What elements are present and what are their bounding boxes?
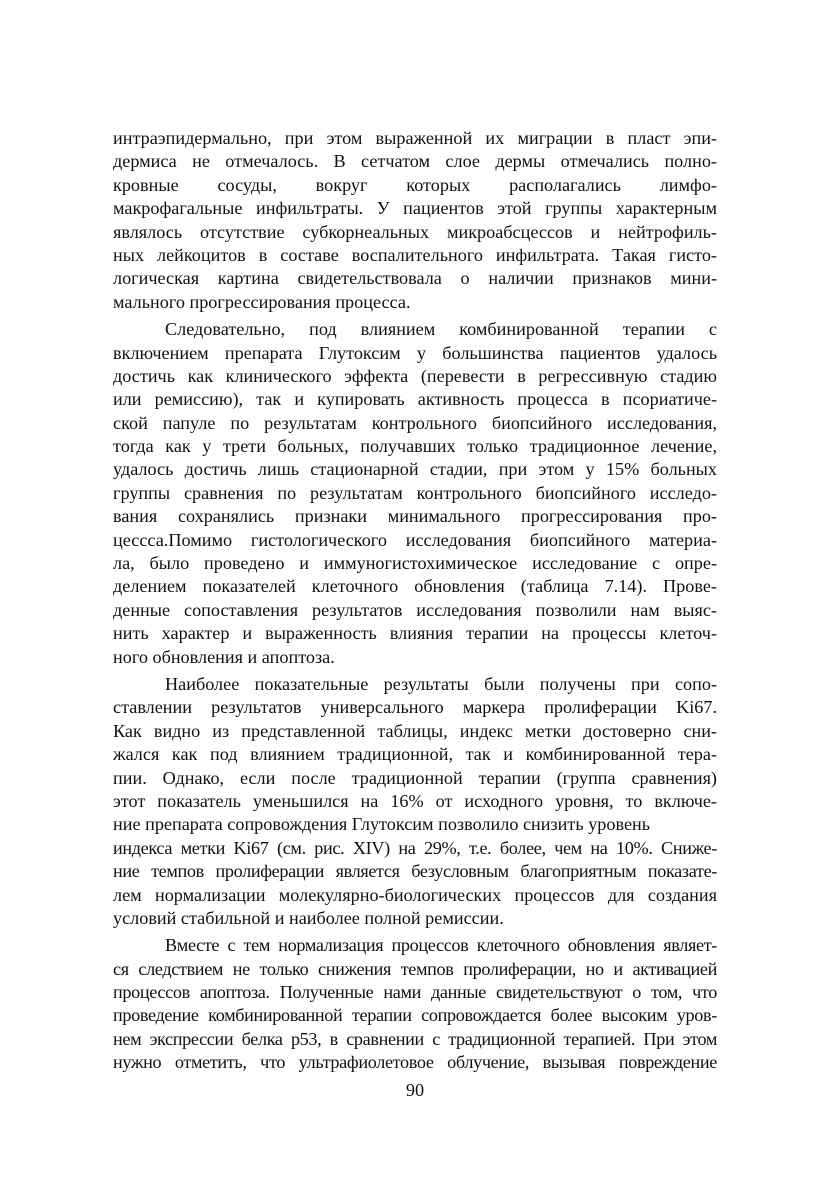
text-line: ние темпов пролиферации является безусловным благоприятным показате- bbox=[113, 861, 717, 882]
text-line: включением препарата Глутоксим у большинства пациентов удалось bbox=[113, 342, 717, 363]
text-line: группы сравнения по результатам контрольного биопсийного исследо- bbox=[113, 482, 717, 503]
text-line: мального прогрессирования процесса. bbox=[113, 291, 411, 312]
text-line: жался как под влиянием традиционной, так и комбинированной тера- bbox=[113, 744, 717, 765]
text-line: ние препарата сопровождения Глутоксим позволило снизить уровень bbox=[113, 814, 651, 835]
text-line: ставлении результатов универсального маркера пролиферации Ki67. bbox=[113, 697, 717, 718]
text-line: достичь как клинического эффекта (перевести в регрессивную стадию bbox=[113, 365, 717, 386]
text-line: ных лейкоцитов в составе воспалительного инфильтрата. Такая гисто- bbox=[113, 244, 717, 265]
text-line: денные сопоставления результатов исследования позволили нам выяс- bbox=[113, 599, 717, 620]
text-line: цессса.Помимо гистологического исследования биопсийного материа- bbox=[113, 529, 717, 550]
text-line: Как видно из представленной таблицы, индекс метки достоверно сни- bbox=[113, 720, 717, 741]
text-line: Вместе с тем нормализация процессов клеточного обновления являет- bbox=[165, 935, 717, 956]
text-line: нужно отметить, что ультрафиолетовое облучение, вызывая повреждение bbox=[113, 1052, 717, 1073]
text-line: или ремиссию), так и купировать активность процесса в псориатиче- bbox=[113, 389, 717, 410]
text-line: ного обновления и апоптоза. bbox=[113, 646, 335, 667]
text-line: процессов апоптоза. Полученные нами данные свидетельствуют о том, что bbox=[113, 982, 717, 1003]
text-line: интраэпидермально, при этом выраженной их миграции в пласт эпи- bbox=[113, 128, 717, 148]
text-line: логическая картина свидетельствовала о наличии признаков мини- bbox=[113, 268, 717, 289]
paragraph bbox=[113, 934, 717, 1074]
text-line: тогда как у трети больных, получавших только традиционное лечение, bbox=[113, 436, 717, 457]
text-line: лем нормализации молекулярно-биологических процессов для создания bbox=[113, 884, 717, 905]
text-line: нить характер и выраженность влияния терапии на процессы клеточ- bbox=[113, 623, 717, 644]
text-line: нем экспрессии белка р53, в сравнении с традиционной терапией. При этом bbox=[113, 1028, 717, 1049]
text-line: этот показатель уменьшился на 16% от исходного уровня, то включе- bbox=[113, 790, 717, 811]
text-line: дермиса не отмечалось. В сетчатом слое дермы отмечались полно- bbox=[113, 151, 717, 172]
paragraph bbox=[113, 127, 717, 314]
text-line: проведение комбинированной терапии сопровождается более высоким уров- bbox=[113, 1005, 717, 1026]
text-line: ской папуле по результатам контрольного биопсийного исследования, bbox=[113, 412, 717, 433]
text-line: вания сохранялись признаки минимального прогрессирования про- bbox=[113, 506, 717, 527]
text-line: ла, было проведено и иммуногистохимическое исследование с опре- bbox=[113, 553, 717, 574]
text-line: макрофагальные инфильтраты. У пациентов этой группы характерным bbox=[113, 198, 717, 219]
text-line: кровные сосуды, вокруг которых располагались лимфо- bbox=[113, 174, 717, 195]
text-line: Следовательно, под влиянием комбинированной терапии с bbox=[165, 319, 717, 340]
text-line: пии. Однако, если после традиционной терапии (группа сравнения) bbox=[113, 767, 717, 788]
page-number: 90 bbox=[405, 1080, 425, 1100]
paragraph bbox=[113, 673, 717, 930]
text-line: делением показателей клеточного обновления (таблица 7.14). Прове- bbox=[113, 576, 717, 597]
paragraph bbox=[113, 318, 717, 669]
text-line: Наиболее показательные результаты были получены при сопо- bbox=[165, 673, 717, 694]
text-line: индекса метки Ki67 (см. рис. XIV) на 29%, т.е. более, чем на 10%. Сниже- bbox=[113, 837, 717, 858]
text-line: условий стабильной и наиболее полной ремиссии. bbox=[113, 907, 504, 928]
text-line: являлось отсутствие субкорнеальных микроабсцессов и нейтрофиль- bbox=[113, 221, 717, 242]
text-line: удалось достичь лишь стационарной стадии, при этом у 15% больных bbox=[113, 459, 717, 480]
body-text bbox=[113, 127, 717, 1075]
text-line: ся следствием не только снижения темпов пролиферации, но и активацией bbox=[113, 958, 717, 979]
